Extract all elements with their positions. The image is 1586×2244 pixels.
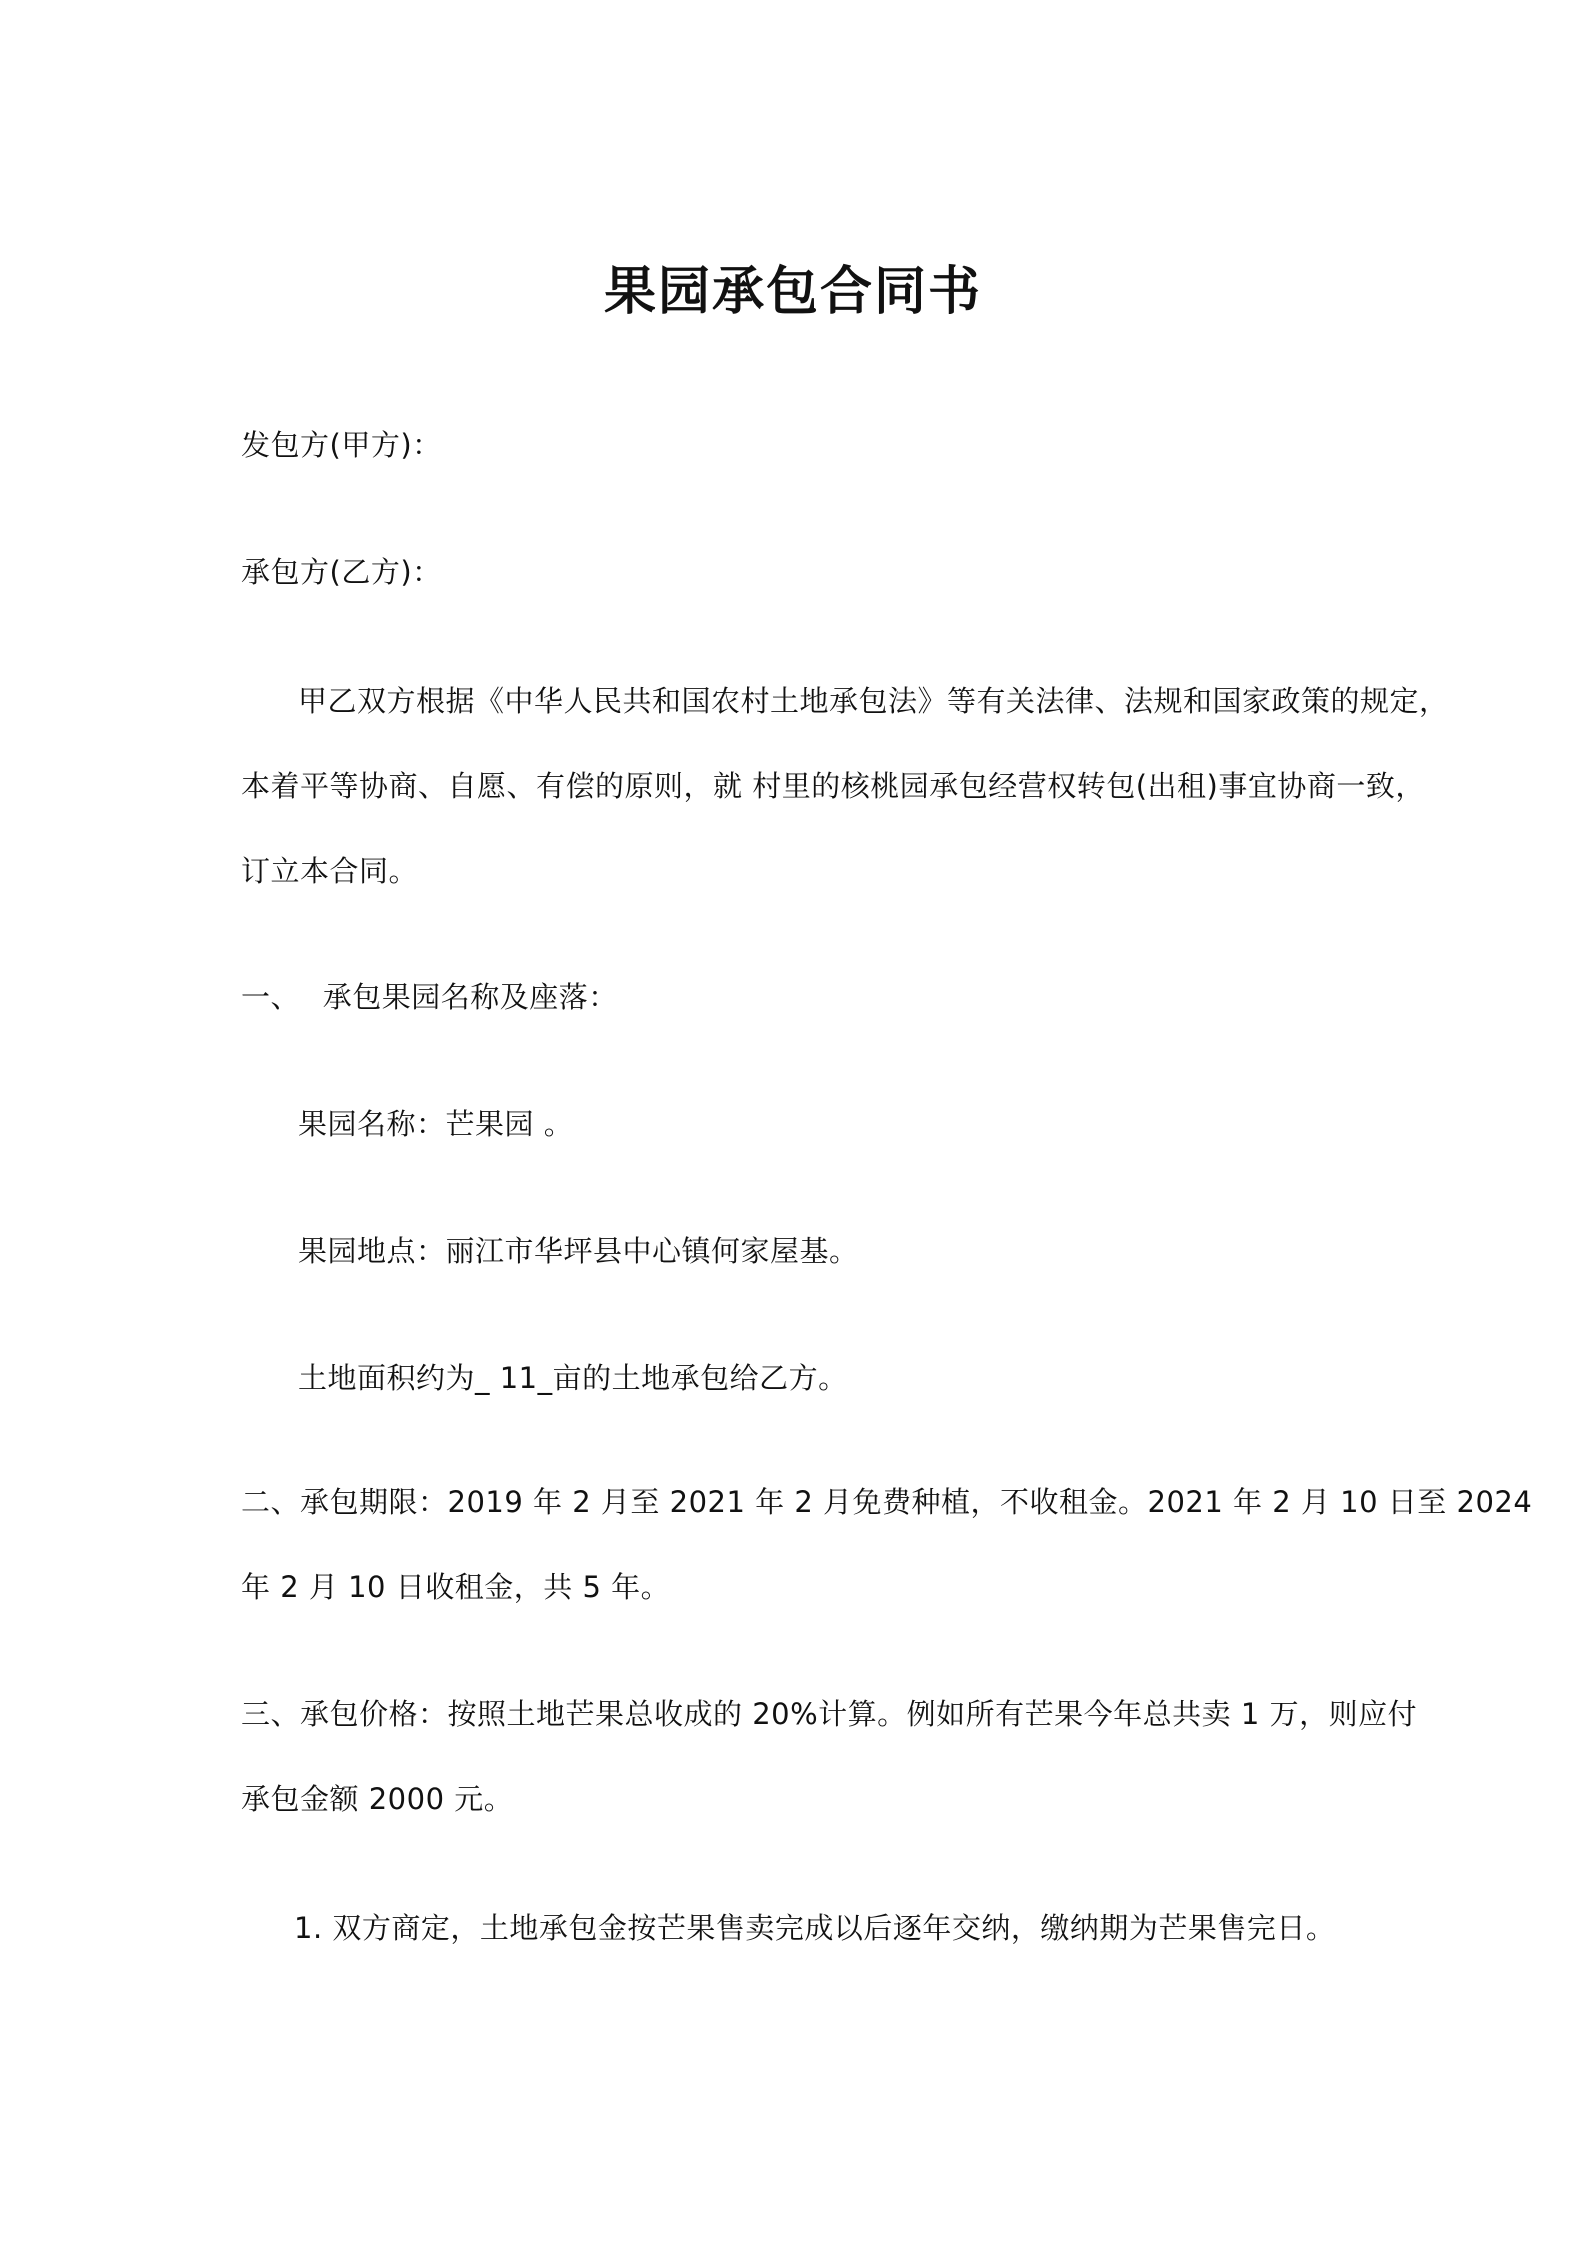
orchard-name: 果园名称：芒果园 。	[298, 1107, 574, 1141]
preamble-line-3: 订立本合同。	[241, 854, 419, 888]
section2-line-2: 年 2 月 10 日收租金，共 5 年。	[241, 1570, 671, 1604]
section3-line-1: 三、承包价格：按照土地芒果总收成的 20%计算。例如所有芒果今年总共卖 1 万，则应付	[241, 1697, 1418, 1731]
section1-number: 一、	[241, 980, 301, 1014]
document-title: 果园承包合同书	[603, 262, 982, 322]
party-b-label: 承包方(乙方)：	[241, 555, 442, 589]
party-a-label: 发包方(甲方)：	[241, 428, 442, 462]
preamble-line-1: 甲乙双方根据《中华人民共和国农村土地承包法》等有关法律、法规和国家政策的规定，	[298, 684, 1449, 718]
section2-line-1: 二、承包期限：2019 年 2 月至 2021 年 2 月免费种植，不收租金。2021 年 2 月 10 日至 2024	[241, 1485, 1533, 1519]
preamble-line-2: 本着平等协商、自愿、有偿的原则，就 村里的核桃园承包经营权转包(出租)事宜协商一致，	[241, 769, 1425, 803]
clause-1: 1. 双方商定，土地承包金按芒果售卖完成以后逐年交纳，缴纳期为芒果售完日。	[294, 1911, 1336, 1945]
section3-line-2: 承包金额 2000 元。	[241, 1782, 514, 1816]
section1-heading-row	[241, 977, 618, 1017]
section1-heading: 承包果园名称及座落：	[322, 980, 618, 1014]
land-area: 土地面积约为_ 11_亩的土地承包给乙方。	[298, 1361, 848, 1395]
orchard-location: 果园地点：丽江市华坪县中心镇何家屋基。	[298, 1234, 859, 1268]
